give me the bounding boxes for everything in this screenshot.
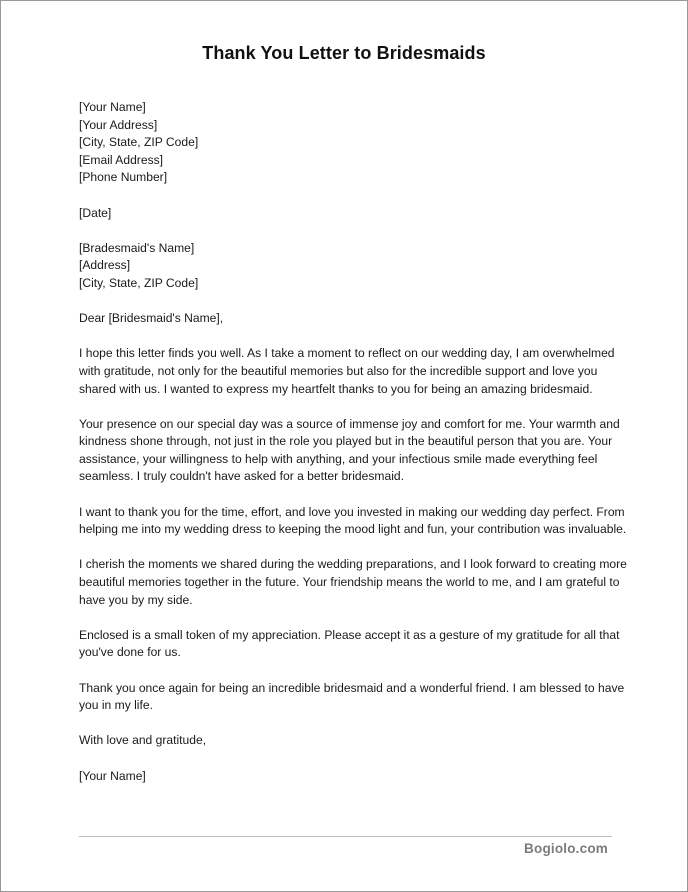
footer-brand: Bogiolo.com xyxy=(524,841,608,856)
paragraph-5 xyxy=(79,627,619,662)
document-title: Thank You Letter to Bridesmaids xyxy=(202,43,486,63)
sender-city-state-zip: [City, State, ZIP Code] xyxy=(79,135,199,150)
paragraph-6 xyxy=(79,680,625,715)
paragraph-line: Enclosed is a small token of my appreciation. Please accept it as a gesture of my gratitude for all that xyxy=(79,627,620,642)
signature-block xyxy=(79,768,619,786)
paragraph-line: assistance, your willingness to help with anything, and your infectious smile made everything feel xyxy=(79,451,598,466)
paragraph-4 xyxy=(79,556,627,609)
paragraph-line: Thank you once again for being an incredible bridesmaid and a wonderful friend. I am blessed to have xyxy=(79,680,625,695)
paragraph-line: I want to thank you for the time, effort, and love you invested in making our wedding day perfect. From xyxy=(79,504,625,519)
recipient-city-state-zip: [City, State, ZIP Code] xyxy=(79,275,199,290)
paragraph-line: you've done for us. xyxy=(79,645,181,660)
paragraph-line: beautiful memories together in the future. Your friendship means the world to me, and I am grateful to xyxy=(79,575,620,590)
letter-date: [Date] xyxy=(79,205,112,220)
sender-block xyxy=(79,99,619,187)
closing-block xyxy=(79,732,619,750)
recipient-block xyxy=(79,240,619,293)
sender-name: [Your Name] xyxy=(79,100,146,114)
signature: [Your Name] xyxy=(79,768,146,783)
salutation-block xyxy=(79,310,619,328)
sender-email: [Email Address] xyxy=(79,152,164,167)
paragraph-line: have you by my side. xyxy=(79,592,193,607)
paragraph-line: helping me into my wedding dress to keeping the mood light and fun, your contribution was invaluable. xyxy=(79,522,627,537)
recipient-name: [Bradesmaid's Name] xyxy=(79,240,195,255)
sender-phone: [Phone Number] xyxy=(79,170,168,185)
paragraph-line: shared with us. I wanted to express my heartfelt thanks to you for being an amazing bridesmaid. xyxy=(79,381,593,396)
paragraph-line: kindness shone through, not just in the role you played but in the beautiful person that you are. Your xyxy=(79,434,613,449)
paragraph-1 xyxy=(79,345,619,398)
date-block xyxy=(79,205,619,223)
paragraph-line: I cherish the moments we shared during the wedding preparations, and I look forward to creating more xyxy=(79,557,627,572)
sender-address: [Your Address] xyxy=(79,117,158,132)
paragraph-line: I hope this letter finds you well. As I take a moment to reflect on our wedding day, I am overwhelmed xyxy=(79,346,615,361)
recipient-address: [Address] xyxy=(79,258,131,273)
paragraph-line: with gratitude, not only for the beautiful memories but also for the incredible support and love you xyxy=(79,363,598,378)
paragraph-line: you in my life. xyxy=(79,698,153,713)
footer-divider xyxy=(79,836,612,837)
paragraph-line: seamless. I truly couldn't have asked for a better bridesmaid. xyxy=(79,469,404,484)
closing: With love and gratitude, xyxy=(79,733,207,748)
salutation: Dear [Bridesmaid's Name], xyxy=(79,311,224,326)
paragraph-2 xyxy=(79,416,619,486)
paragraph-3 xyxy=(79,504,627,539)
paragraph-line: Your presence on our special day was a source of immense joy and comfort for me. Your warmth and xyxy=(79,416,620,431)
letter-body xyxy=(79,99,627,803)
